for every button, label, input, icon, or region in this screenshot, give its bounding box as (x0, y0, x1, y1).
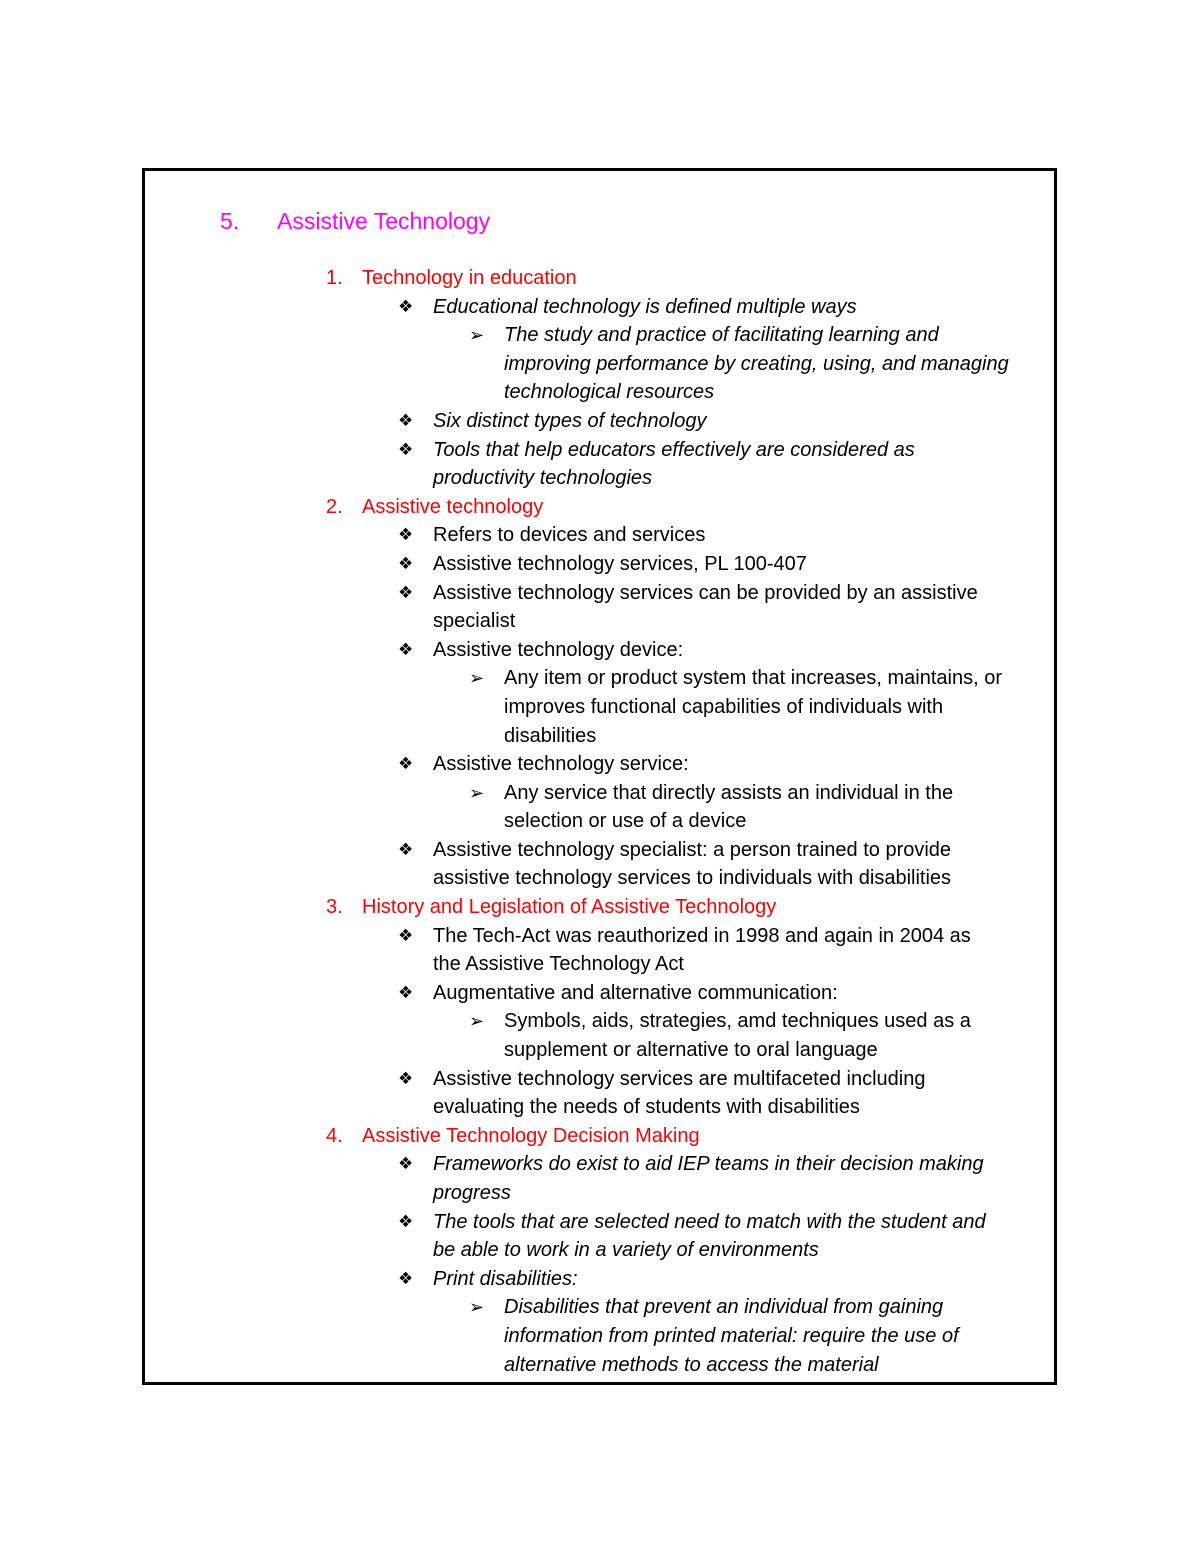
bullet-text: Six distinct types of technology (433, 409, 707, 432)
sub-bullet-continuation (0, 722, 1200, 751)
arrow-bullet-icon: ➢ (469, 668, 485, 689)
diamond-bullet-icon: ❖ (398, 553, 414, 573)
diamond-bullet-icon: ❖ (398, 639, 414, 659)
bullet-item (0, 550, 1200, 579)
bullet-text: productivity technologies (433, 467, 653, 490)
bullet-item (0, 979, 1200, 1008)
sub-bullet-text: alternative methods to access the material (504, 1353, 879, 1376)
bullet-continuation (0, 950, 1200, 979)
bullet-continuation (0, 1236, 1200, 1265)
outline (0, 264, 1200, 1379)
bullet-text: Assistive technology device: (433, 638, 684, 661)
diamond-bullet-icon: ❖ (398, 296, 414, 316)
sub-bullet-continuation (0, 693, 1200, 722)
sub-bullet-item (0, 1293, 1200, 1322)
bullet-item (0, 1150, 1200, 1179)
bullet-item (0, 922, 1200, 951)
sub-bullet-text: information from printed material: require the use of (504, 1324, 959, 1347)
bullet-continuation (0, 1093, 1200, 1122)
diamond-bullet-icon: ❖ (398, 439, 414, 459)
chapter-number: 5. (220, 208, 240, 234)
bullet-item (0, 836, 1200, 865)
bullet-item (0, 1208, 1200, 1237)
sub-bullet-text: Symbols, aids, strategies, amd techniques used as a (504, 1010, 971, 1033)
bullet-text: the Assistive Technology Act (433, 953, 684, 976)
bullet-text: Educational technology is defined multiple ways (433, 295, 857, 318)
bullet-text: Frameworks do exist to aid IEP teams in their decision making (433, 1153, 984, 1176)
sub-bullet-text: The study and practice of facilitating learning and (504, 324, 939, 347)
sub-bullet-text: improving performance by creating, using, and managing (504, 352, 1009, 375)
bullet-text: assistive technology services to individuals with disabilities (433, 867, 952, 890)
section-heading (0, 493, 1200, 522)
sub-bullet-continuation (0, 350, 1200, 379)
bullet-continuation (0, 1179, 1200, 1208)
diamond-bullet-icon: ❖ (398, 925, 414, 945)
bullet-continuation (0, 464, 1200, 493)
bullet-text: Assistive technology services are multifaceted including (433, 1067, 926, 1090)
bullet-text: Print disabilities: (433, 1267, 578, 1290)
bullet-item (0, 293, 1200, 322)
sub-bullet-item (0, 664, 1200, 693)
diamond-bullet-icon: ❖ (398, 1154, 414, 1174)
bullet-text: Assistive technology specialist: a person trained to provide (433, 838, 952, 861)
section-title: Assistive Technology Decision Making (362, 1124, 700, 1147)
sub-bullet-text: technological resources (504, 381, 715, 404)
bullet-text: Assistive technology services, PL 100-407 (433, 552, 807, 575)
bullet-continuation (0, 864, 1200, 893)
section-number: 2. (326, 495, 343, 518)
diamond-bullet-icon: ❖ (398, 582, 414, 602)
bullet-item (0, 579, 1200, 608)
diamond-bullet-icon: ❖ (398, 982, 414, 1002)
bullet-text: Assistive technology service: (433, 753, 689, 776)
sub-bullet-text: improves functional capabilities of individuals with (504, 695, 944, 718)
section-heading (0, 893, 1200, 922)
section-number: 1. (326, 267, 343, 289)
bullet-text: Tools that help educators effectively are considered as (433, 438, 915, 461)
sub-bullet-text: supplement or alternative to oral language (504, 1039, 878, 1062)
sub-bullet-item (0, 1007, 1200, 1036)
section-heading (0, 1122, 1200, 1151)
sub-bullet-text: Disabilities that prevent an individual from gaining (504, 1296, 944, 1319)
bullet-text: specialist (433, 610, 516, 633)
bullet-text: The Tech-Act was reauthorized in 1998 and again in 2004 as (433, 924, 971, 947)
bullet-continuation (0, 607, 1200, 636)
bullet-item (0, 521, 1200, 550)
diamond-bullet-icon: ❖ (398, 1211, 414, 1231)
section-number: 3. (326, 896, 343, 919)
diamond-bullet-icon: ❖ (398, 410, 414, 430)
sub-bullet-item (0, 321, 1200, 350)
arrow-bullet-icon: ➢ (469, 325, 485, 346)
sub-bullet-continuation (0, 807, 1200, 836)
bullet-item (0, 636, 1200, 665)
diamond-bullet-icon: ❖ (398, 1068, 414, 1088)
sub-bullet-continuation (0, 1351, 1200, 1380)
bullet-text: Refers to devices and services (433, 524, 706, 547)
bullet-text: evaluating the needs of students with disabilities (433, 1096, 860, 1119)
arrow-bullet-icon: ➢ (469, 1297, 485, 1318)
section-title: Assistive technology (362, 495, 544, 518)
bullet-item (0, 1065, 1200, 1094)
bullet-item (0, 436, 1200, 465)
bullet-item (0, 750, 1200, 779)
bullet-text: Augmentative and alternative communication: (433, 981, 838, 1004)
bullet-item (0, 1265, 1200, 1294)
sub-bullet-continuation (0, 378, 1200, 407)
bullet-text: The tools that are selected need to match with the student and (433, 1210, 986, 1233)
diamond-bullet-icon: ❖ (398, 525, 414, 545)
section-number: 4. (326, 1124, 343, 1147)
diamond-bullet-icon: ❖ (398, 839, 414, 859)
diamond-bullet-icon: ❖ (398, 754, 414, 774)
sub-bullet-text: Any service that directly assists an individual in the (504, 781, 954, 804)
sub-bullet-text: selection or use of a device (504, 810, 747, 833)
chapter-title: Assistive Technology (277, 208, 491, 234)
sub-bullet-continuation (0, 1322, 1200, 1351)
sub-bullet-continuation (0, 1036, 1200, 1065)
section-title: History and Legislation of Assistive Technology (362, 896, 777, 919)
bullet-text: be able to work in a variety of environments (433, 1239, 819, 1262)
sub-bullet-item (0, 779, 1200, 808)
section-heading (0, 264, 1200, 293)
diamond-bullet-icon: ❖ (398, 1268, 414, 1288)
sub-bullet-text: Any item or product system that increases, maintains, or (504, 667, 1002, 690)
bullet-text: Assistive technology services can be provided by an assistive (433, 581, 978, 604)
arrow-bullet-icon: ➢ (469, 782, 485, 803)
section-title: Technology in education (362, 267, 577, 289)
sub-bullet-text: disabilities (504, 724, 597, 747)
bullet-item (0, 407, 1200, 436)
bullet-text: progress (433, 1182, 511, 1204)
arrow-bullet-icon: ➢ (469, 1011, 485, 1032)
